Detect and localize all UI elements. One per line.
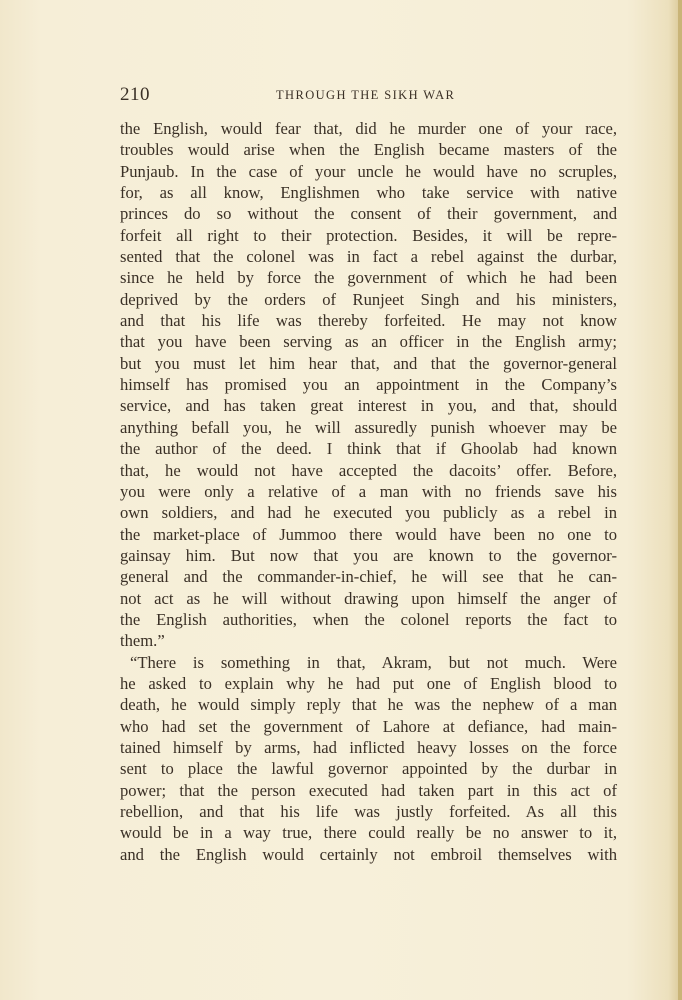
text-line: own soldiers, and had he executed you publicly as a rebel in xyxy=(120,503,617,523)
text-line: troubles would arise when the English became masters of the xyxy=(120,140,617,160)
text-line: that, he would not have accepted the dacoits’ offer. Before, xyxy=(120,460,617,480)
text-line: you were only a relative of a man with no friends save his xyxy=(120,481,617,501)
text-line: general and the commander-in-chief, he will see that he can- xyxy=(120,567,617,587)
text-line: anything befall you, he will assuredly punish whoever may be xyxy=(120,417,617,437)
text-line: but you must let him hear that, and that the governor-general xyxy=(120,353,617,373)
text-line: since he held by force the government of which he had been xyxy=(120,268,617,288)
text-line: rebellion, and that his life was justly forfeited. As all this xyxy=(120,802,617,821)
text-line: that you have been serving as an officer in the English army; xyxy=(120,332,617,352)
page-edge xyxy=(678,0,682,1000)
page-number: 210 xyxy=(120,84,150,105)
text-line: himself has promised you an appointment in the Company’s xyxy=(120,375,617,395)
text-line: deprived by the orders of Runjeet Singh and his ministers, xyxy=(120,289,617,309)
text-line: princes do so without the consent of their government, and xyxy=(120,204,617,224)
text-line: service, and has taken great interest in you, and that, should xyxy=(120,396,617,416)
text-line: sented that the colonel was in fact a rebel against the durbar, xyxy=(120,247,617,267)
page-header xyxy=(120,84,620,106)
body-text xyxy=(120,118,617,865)
text-line: “There is something in that, Akram, but not much. Were xyxy=(130,652,617,672)
text-line: who had set the government of Lahore at defiance, had main- xyxy=(120,716,617,736)
text-line: and the English would certainly not embroil themselves with xyxy=(120,844,617,864)
text-line: and that his life was thereby forfeited. He may not know xyxy=(120,311,617,331)
text-line: death, he would simply reply that he was the nephew of a man xyxy=(120,695,617,715)
text-line: the author of the deed. I think that if Ghoolab had known xyxy=(120,439,617,459)
text-line: for, as all know, Englishmen who take service with native xyxy=(120,183,617,203)
text-line: the English authorities, when the colonel reports the fact to xyxy=(120,609,617,629)
text-line: Punjaub. In the case of your uncle he would have no scruples, xyxy=(120,161,617,181)
text-line: not act as he will without drawing upon himself the anger of xyxy=(120,588,617,608)
text-line: power; that the person executed had taken part in this act of xyxy=(120,780,617,800)
text-line: forfeit all right to their protection. Besides, it will be repre- xyxy=(120,225,617,245)
running-head: THROUGH THE SIKH WAR xyxy=(276,88,456,102)
text-line: tained himself by arms, had inflicted heavy losses on the force xyxy=(120,737,617,757)
text-line: sent to place the lawful governor appointed by the durbar in xyxy=(120,759,617,779)
text-line: the English, would fear that, did he murder one of your race, xyxy=(120,119,617,138)
text-line: gainsay him. But now that you are known to the governor- xyxy=(120,545,617,565)
text-line: would be in a way true, there could really be no answer to it, xyxy=(120,823,617,843)
text-line: them.” xyxy=(120,631,165,651)
text-line: he asked to explain why he had put one of English blood to xyxy=(120,673,617,693)
text-line: the market-place of Jummoo there would have been no one to xyxy=(120,524,617,544)
